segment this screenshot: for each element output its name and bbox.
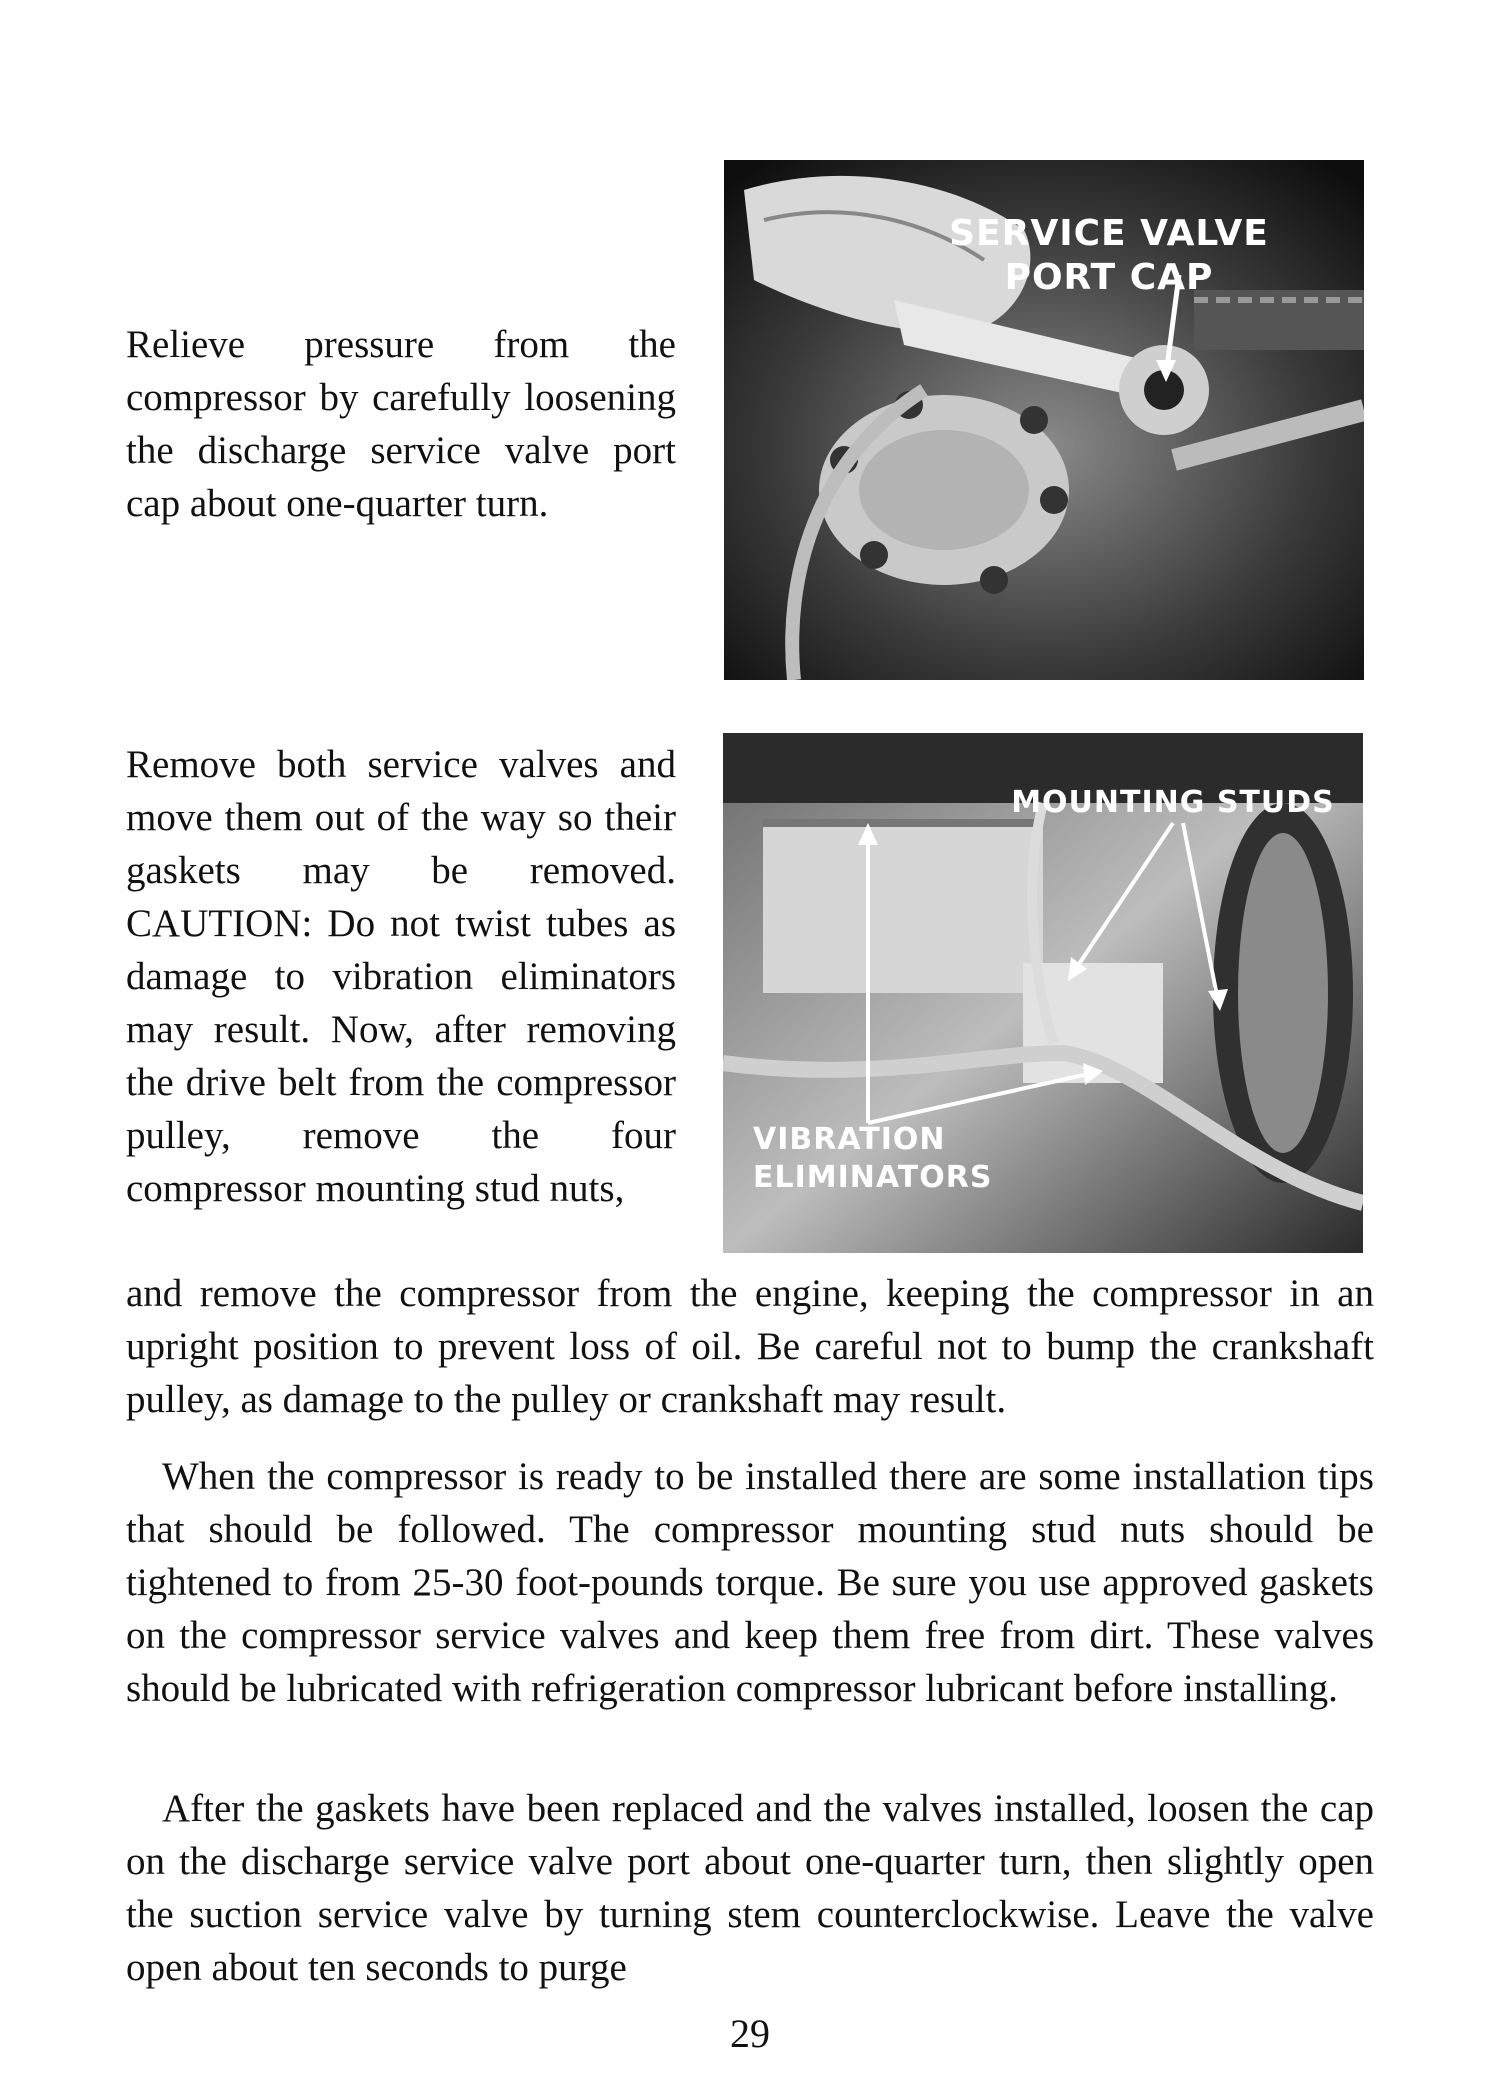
label-mounting-studs: MOUNTING STUDS <box>1011 785 1335 820</box>
label-service-valve-port-cap: SERVICE VALVE PORT CAP <box>949 213 1269 298</box>
photo-mounting-studs <box>723 733 1363 1253</box>
photo-service-valve-port-cap <box>724 160 1364 680</box>
paragraph-installation-tips: When the compressor is ready to be installed there are some installation tips that should be followed. The compressor mounting stud nuts should be tightened to from 25-30 foot-pounds torque. Be sure you use approved gaskets on the compressor service valves and keep them free from dirt. These valves should be lubricated with refrigeration compressor lubricant before installing. <box>126 1455 1374 1710</box>
paragraph-remove-valves: Remove both service valves and move them out of the way so their gaskets may be removed. CAUTION: Do not twist tubes as damage to vibration eliminators may result. Now, after removing the drive belt from the compressor pulley, remove the four compressor mounting stud nuts, <box>126 743 676 1210</box>
label-vibration-eliminators: VIBRATION ELIMINATORS <box>753 1122 993 1195</box>
paragraph-remove-compressor: and remove the compressor from the engine, keeping the compressor in an upright position to prevent loss of oil. Be careful not to bump the crankshaft pulley, as damage to the pulley or crankshaft may result. <box>126 1272 1374 1421</box>
page-number: 29 <box>730 2011 770 2056</box>
paragraph-relieve-pressure: Relieve pressure from the compressor by carefully loosening the discharge service valve port cap about one-quarter turn. <box>126 323 676 525</box>
paragraph-purge: After the gaskets have been replaced and the valves installed, loosen the cap on the discharge service valve port about one-quarter turn, then slightly open the suction service valve by turning stem counterclockwise. Leave the valve open about ten seconds to purge <box>126 1787 1374 1989</box>
